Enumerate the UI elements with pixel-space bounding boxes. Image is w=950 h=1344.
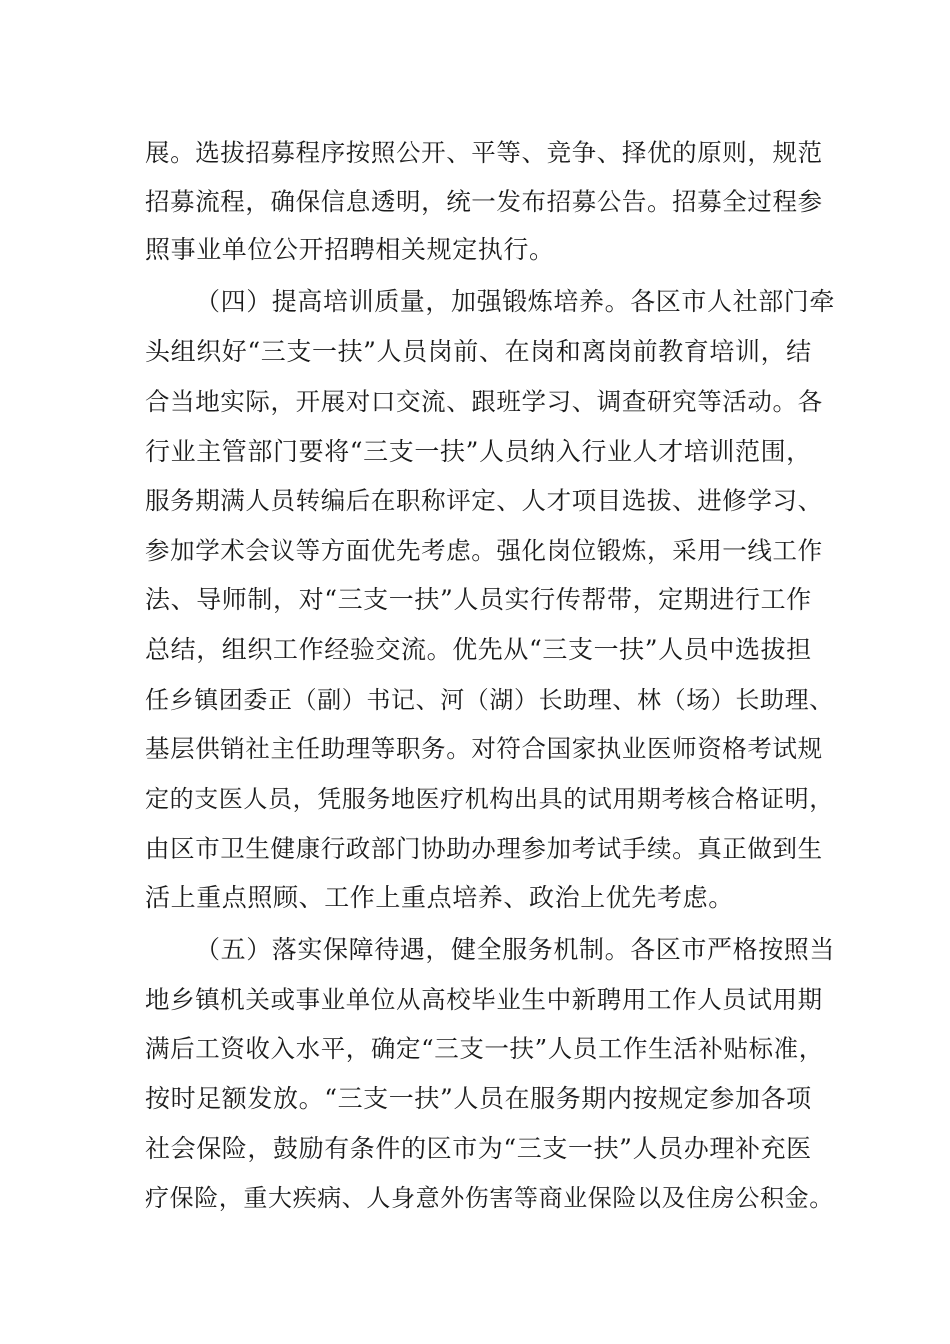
text-line: 活上重点照顾、工作上重点培养、政治上优先考虑。 bbox=[145, 883, 734, 912]
text-line: 总结，组织工作经验交流。优先从“三支一扶”人员中选拔担 bbox=[145, 635, 812, 664]
text-line: 任乡镇团委正（副）书记、河（湖）长助理、林（场）长助理、 bbox=[145, 686, 834, 714]
text-line: 法、导师制，对“三支一扶”人员实行传帮带，定期进行工作 bbox=[145, 585, 812, 614]
text-line: 由区市卫生健康行政部门协助办理参加考试手续。真正做到生 bbox=[145, 834, 823, 863]
text-line: 社会保险，鼓励有条件的区市为“三支一扶”人员办理补充医 bbox=[145, 1134, 812, 1163]
text-line: 招募流程，确保信息透明，统一发布招募公告。招募全过程参 bbox=[145, 187, 823, 216]
text-line: 行业主管部门要将“三支一扶”人员纳入行业人才培训范围， bbox=[145, 437, 812, 466]
text-line: 满后工资收入水平，确定“三支一扶”人员工作生活补贴标准， bbox=[145, 1034, 824, 1063]
text-line: 基层供销社主任助理等职务。对符合国家执业医师资格考试规 bbox=[145, 734, 823, 763]
paragraph-heading-5: （五）落实保障待遇，健全服务机制。各区市严格按照当 bbox=[195, 935, 836, 964]
text-line: 展。选拔招募程序按照公开、平等、竞争、择优的原则，规范 bbox=[145, 138, 823, 167]
paragraph-heading-4: （四）提高培训质量，加强锻炼培养。各区市人社部门牵 bbox=[195, 287, 836, 316]
text-line: 地乡镇机关或事业单位从高校毕业生中新聘用工作人员试用期 bbox=[145, 985, 823, 1014]
text-line: 疗保险，重大疾病、人身意外伤害等商业保险以及住房公积金。 bbox=[145, 1184, 834, 1212]
text-line: 定的支医人员，凭服务地医疗机构出具的试用期考核合格证明， bbox=[145, 785, 834, 813]
text-line: 头组织好“三支一扶”人员岗前、在岗和离岗前教育培训，结 bbox=[145, 337, 812, 366]
text-line: 合当地实际，开展对口交流、跟班学习、调查研究等活动。各 bbox=[145, 387, 823, 416]
text-line: 参加学术会议等方面优先考虑。强化岗位锻炼，采用一线工作 bbox=[145, 536, 823, 565]
text-line: 按时足额发放。“三支一扶”人员在服务期内按规定参加各项 bbox=[145, 1084, 812, 1113]
text-line: 服务期满人员转编后在职称评定、人才项目选拔、进修学习、 bbox=[145, 486, 823, 515]
text-line: 照事业单位公开招聘相关规定执行。 bbox=[145, 235, 555, 264]
